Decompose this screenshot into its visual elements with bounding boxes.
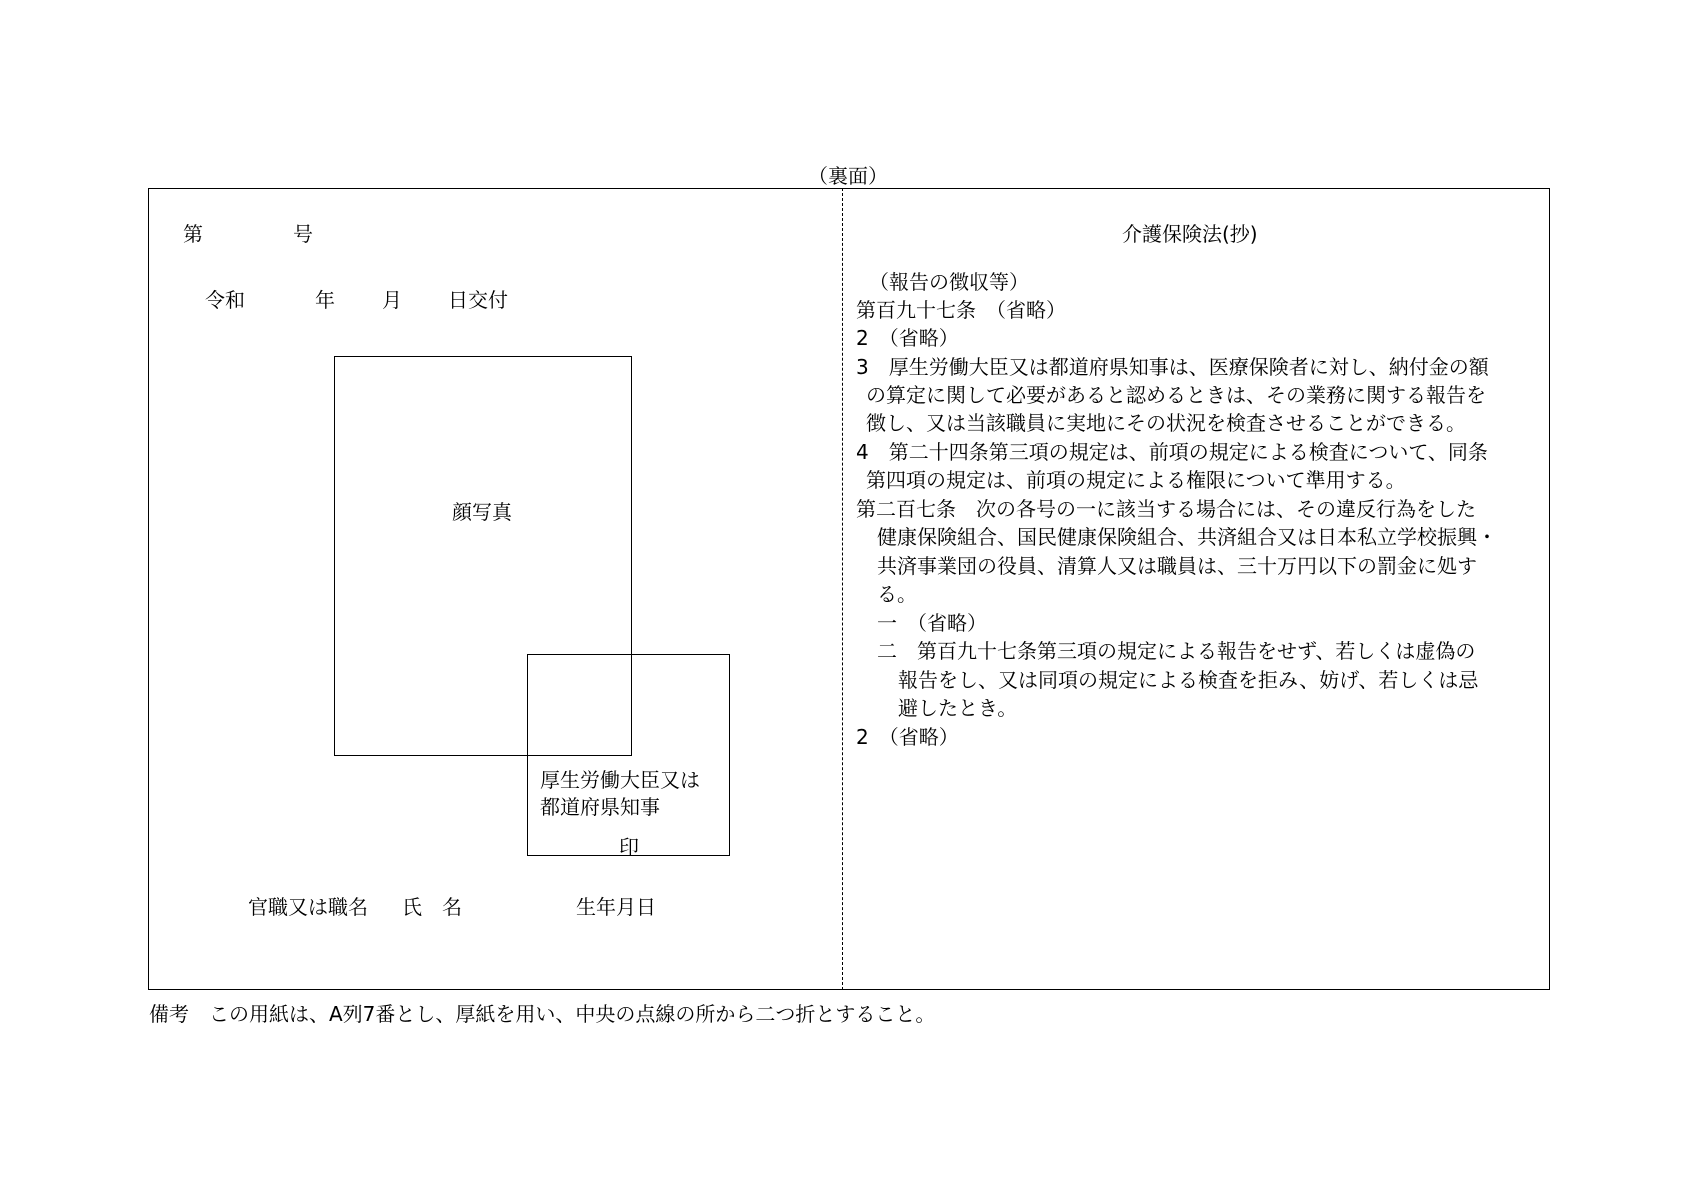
law-line: 第二百七条 次の各号の一に該当する場合には、その違反行為をした — [856, 497, 1476, 521]
law-line: 2 （省略） — [856, 326, 959, 350]
fold-line — [842, 188, 843, 990]
law-line: 3 厚生労働大臣又は都道府県知事は、医療保険者に対し、納付金の額 — [856, 355, 1489, 379]
law-line: る。 — [877, 582, 917, 606]
law-title: 介護保険法(抄) — [1122, 222, 1258, 246]
law-line: 徴し、又は当該職員に実地にその状況を検査させることができる。 — [866, 411, 1466, 435]
issue-month: 月 — [382, 288, 402, 312]
side-label: （裏面） — [808, 164, 888, 188]
law-line: 共済事業団の役員、清算人又は職員は、三十万円以下の罰金に処す — [877, 554, 1477, 578]
law-line: 報告をし、又は同項の規定による検査を拒み、妨げ、若しくは忌 — [898, 668, 1479, 692]
holder-title: 官職又は職名 — [248, 895, 368, 919]
issue-era: 令和 — [205, 288, 245, 312]
holder-name: 氏 名 — [402, 895, 462, 919]
law-line: 4 第二十四条第三項の規定は、前項の規定による検査について、同条 — [856, 440, 1488, 464]
law-line: 第四項の規定は、前項の規定による権限について準用する。 — [866, 468, 1406, 492]
law-line: 避したとき。 — [898, 696, 1018, 720]
photo-label: 顔写真 — [452, 500, 512, 524]
seal-mark: 印 — [619, 835, 639, 859]
law-line: 第百九十七条 （省略） — [856, 298, 1066, 322]
issue-year: 年 — [315, 288, 335, 312]
card-number-prefix: 第 — [183, 222, 203, 246]
law-line: 2 （省略） — [856, 725, 959, 749]
card-number-suffix: 号 — [293, 222, 313, 246]
holder-birth: 生年月日 — [576, 895, 656, 919]
footer-note: 備考 この用紙は、A列7番とし、厚紙を用い、中央の点線の所から二つ折とすること。 — [149, 1002, 936, 1026]
law-line: （報告の徴収等） — [869, 270, 1029, 294]
issue-day: 日交付 — [448, 288, 508, 312]
seal-box — [527, 654, 730, 856]
issuer-line1: 厚生労働大臣又は — [540, 768, 700, 792]
law-line: の算定に関して必要があると認めるときは、その業務に関する報告を — [866, 383, 1486, 407]
issuer-line2: 都道府県知事 — [540, 795, 660, 819]
law-line: 一 （省略） — [877, 611, 987, 635]
law-line: 健康保険組合、国民健康保険組合、共済組合又は日本私立学校振興・ — [877, 525, 1497, 549]
law-line: 二 第百九十七条第三項の規定による報告をせず、若しくは虚偽の — [877, 639, 1476, 663]
